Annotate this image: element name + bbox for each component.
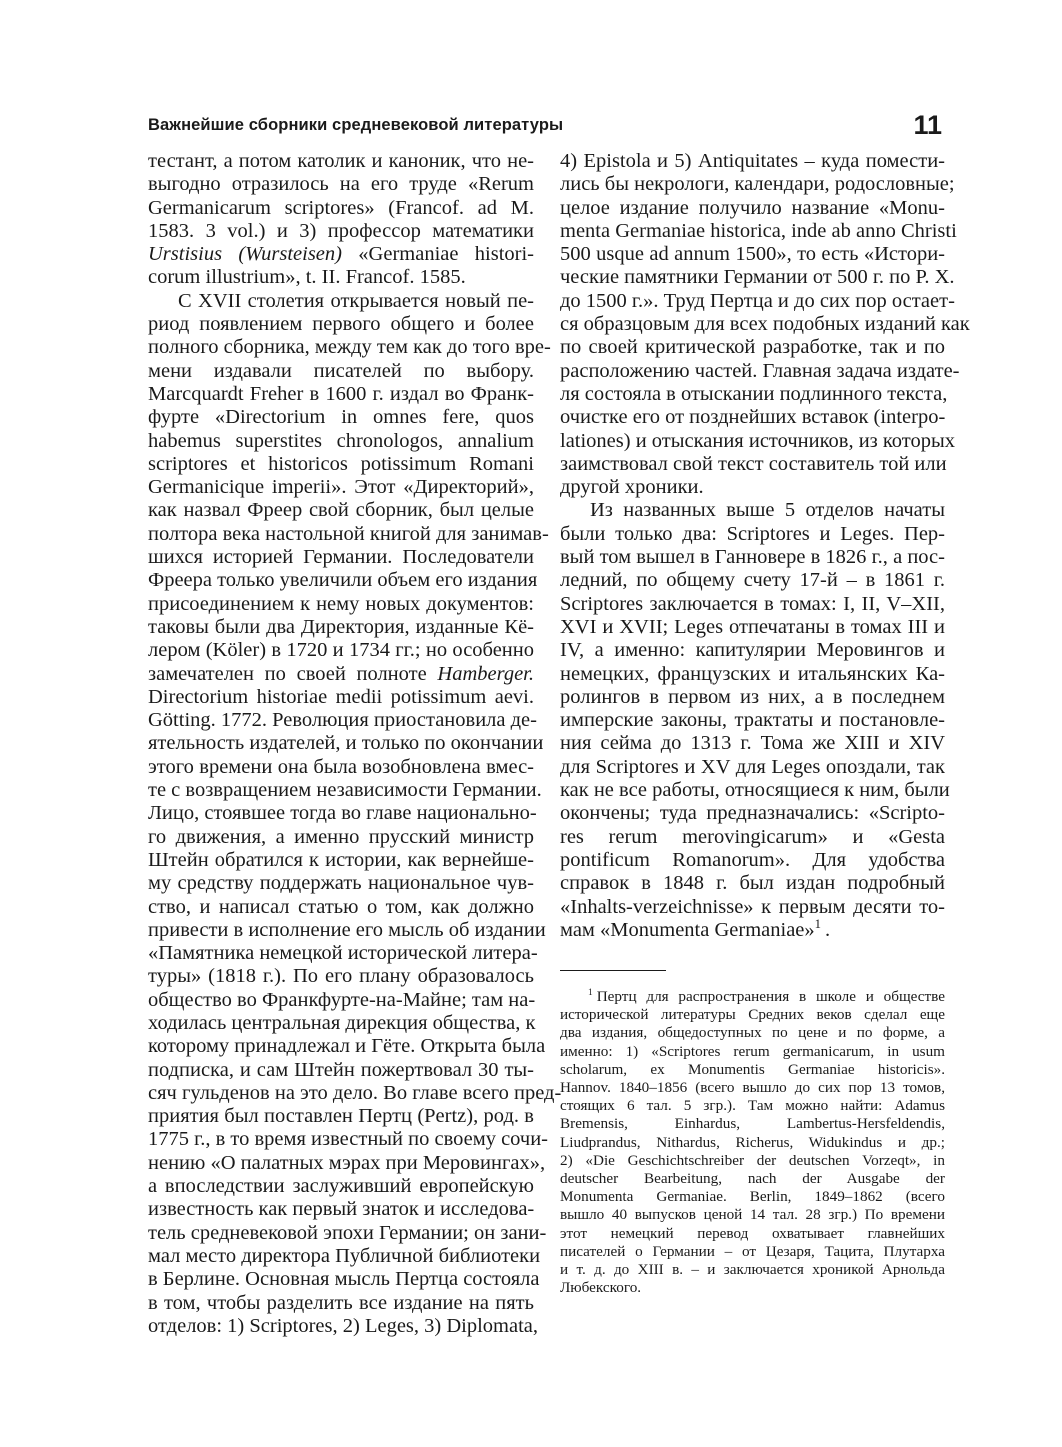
page-number: 11 [913,110,942,140]
text-line: шихся историей Германии. Последователи [148,546,534,569]
text-line: лером (Köler) в 1720 и 1734 гг.; но особенно [148,639,534,662]
footnote-line: и т. д. до XIII в. – и заключается хроникой Арнольда [560,1261,945,1279]
text-line: pontificum Romanorum». Для удобства [560,848,945,871]
footnote-reference[interactable]: 1 [814,917,821,932]
text-line: другой хроники. [560,476,704,499]
footnote-line: 2) «Die Geschichtschreiber der deutschen Vorzeqt», in [560,1151,945,1169]
text-line: туры» (1818 г.). По его плану образовалось [148,965,534,988]
text-line: Из названных выше 5 отделов начаты [590,499,945,522]
text-line: 1775 г., в то время известный по своему сочи- [148,1128,549,1151]
footnote-line: scholarum, ex Monumentis Germaniae historicis». [560,1060,945,1078]
text-line: замечателен по своей полноте Hamberger. [148,662,534,685]
text-line: немецких, французских и итальянских Ка- [560,662,945,685]
text-line: в том, чтобы разделить все издание на пять [148,1291,534,1314]
text-line: были только два: Scriptores и Leges. Пер- [560,522,945,545]
footnote-line: этот немецкий перевод охватывает главнейших [560,1224,945,1242]
text-line: окончены; туда предназначались: «Scripto- [560,802,945,825]
text-line: выгодно отразилось на его труде «Rerum [148,173,534,196]
text-line: habemus superstites chronologos, annalium [148,429,534,452]
text-line: сяч гульденов на это дело. Во главе всего пред- [148,1081,562,1104]
footnote-line: именно: 1) «Scriptores rerum germanicarum, in usum [560,1042,945,1060]
text-line: приятия был поставлен Пертц (Pertz), род. в [148,1105,534,1128]
text-line: очистке его от позднейших вставок (interpo- [560,406,946,429]
text-line: привести в исполнение его мысль об издании [148,918,546,941]
footnote-line: вышло 40 выпусков ценой 14 тал. 28 згр.) По времени [560,1206,945,1224]
text-line: Scriptores заключается в томах: I, II, V–XII, [560,592,945,615]
line-text: мам «Monumenta Germaniae» [560,918,815,941]
footnote-line: исторической литературы Средних веков сделал еще [560,1006,945,1024]
text-line: Germanicarum scriptores» (Francof. ad M. [148,196,534,219]
text-line: риод появлением первого общего и более [148,313,534,336]
text-line: му средству поддержать национальное чув- [148,872,534,895]
text-line: Фреера только увеличили объем его издания [148,569,538,592]
text-line: а впоследствии заслуживший европейскую [148,1175,534,1198]
text-line: corum illustrium», t. II. Francof. 1585. [148,266,466,289]
text-line: для Scriptores и XV для Leges опоздали, так [560,755,945,778]
text-line: до 1500 г.». Труд Пертца и до сих пор остает- [560,289,955,312]
text-line: ся образцовым для всех подобных изданий как [560,313,970,336]
text-line: «Памятника немецкой исторической литера- [148,942,538,965]
text-line: Götting. 1772. Революция приостановила де- [148,709,537,732]
text-line: этого времени она была возобновлена вмес- [148,755,534,778]
text-line: Urstisius (Wursteisen) «Germaniae histori- [148,243,534,266]
text-line: res rerum merovingicarum» и «Gesta [560,825,945,848]
text-line: 500 usque ad annum 1500», то есть «Истори- [560,243,945,266]
footnote-line: deutscher Bearbeitung, nach der Ausgabe der [560,1170,945,1188]
text-line: таковы были два Директория, изданные Кё- [148,615,534,638]
text-line: Directorium historiae medii potissimum aevi. [148,685,534,708]
text-line: ятельность издателей, и только по окончании [148,732,544,755]
text-line: как не все работы, относящиеся к ним, были [560,779,950,802]
text-line: тель средневековой эпохи Германии; он зани- [148,1221,547,1244]
text-line: ходилась центральная дирекция общества, к [148,1011,536,1034]
italic-fragment: Urstisius (Wursteisen) [148,243,342,266]
text-line: XVI и XVII; Leges отпечатаны в томах III и [560,615,945,638]
header-title: Важнейшие сборники средневековой литературы [148,116,564,134]
text-line: фурте «Directorium in omnes fere, quos [148,406,534,429]
text-line: вый том вышел в Ганновере в 1826 г., а пос- [560,546,945,569]
footnote-line: Hannov. 1840–1856 (всего вышло до сих пор 13 томов, [560,1079,945,1097]
footnote-line: писателей о Германии – от Цезаря, Тацита, Плутарха [560,1242,945,1260]
text-line: мени издавали писателей по выбору. [148,359,534,382]
text-line: го движения, а именно прусский министр [148,825,534,848]
text-line: ролингов в первом из них, а в последнем [560,685,945,708]
text-line: 4) Epistola и 5) Antiquitates – куда помести- [560,150,945,172]
text-line: тестант, а потом католик и каноник, что не- [148,150,534,172]
text-line: заимствовал свой текст составитель той или [560,452,947,475]
text-line: имперские законы, трактаты и постановле- [560,709,945,732]
text-line: ледний, по общему счету 17-й – в 1861 г. [560,569,945,592]
text-line: 1583. 3 vol.) и 3) профессор математики [148,219,534,242]
text-line: по своей критической разработке, так и по [560,336,945,359]
text-line [560,919,945,942]
right-text-column [560,150,970,942]
text-line: те с возвращением независимости Германии. [148,779,542,802]
text-line: которому принадлежал и Гёте. Открыта была [148,1035,546,1058]
text-line: мал место директора Публичной библиотеки [148,1244,541,1267]
footnote-line: Bremensis, Einhardus, Lambertus-Hersfeldendis, [560,1115,945,1133]
text-line: «Inhalts-verzeichnisse» к первым десяти то- [560,895,945,918]
line-text: Пертц для распространения в школе и обществе [596,988,945,1005]
text-line: ство, и написал статью о том, как должно [148,895,534,918]
text-line: нению «О палатных мэрах при Меровингах», [148,1151,546,1174]
text-line: С XVII столетия открывается новый пе- [178,289,534,312]
text-line: полтора века настольной книгой для занимав- [148,522,549,545]
text-line: ческие памятники Германии от 500 г. по Р. Х. [560,266,955,289]
footnote-line: стоящих 6 тал. 5 згр.). Там можно найти: Adamus [560,1097,945,1115]
text-line: отделов: 1) Scriptores, 2) Leges, 3) Diplomata, [148,1314,539,1337]
footnote-line: два издания, общедоступных по цене и по форме, а [560,1024,945,1042]
text-line: подписка, и сам Штейн пожертвовал 30 ты- [148,1058,534,1081]
footnote-separator [560,970,666,971]
footnote-line: Любекского. [560,1279,642,1297]
footnote-line [560,988,945,1006]
text-line: ния сейма до 1313 г. Тома же XIII и XIV [560,732,945,755]
text-line: в Берлине. Основная мысль Пертца состояла [148,1268,540,1291]
text-line: Лицо, стоявшее тогда во главе национально- [148,802,537,825]
left-text-column [148,150,562,1338]
footnote-line: Liudprandus, Nithardus, Richerus, Widukindus и др.; [560,1133,945,1151]
text-line: присоединением к нему новых документов: [148,592,534,615]
text-line: общество во Франкфурте-на-Майне; там на- [148,988,536,1011]
italic-fragment: Hamberger. [437,662,534,685]
text-line: Germanicique imperii». Этот «Директорий», [148,476,534,499]
text-line: целое издание получило название «Monu- [560,196,945,219]
text-line: справок в 1848 г. был издан подробный [560,872,945,895]
text-line: полного сборника, между тем как до того вре- [148,336,551,359]
footnote-marker: 1 [588,988,593,999]
text-line: расположению частей. Главная задача издате- [560,359,960,382]
footnote-block [560,988,945,1297]
text-line: IV, а именно: капитулярии Меровингов и [560,639,945,662]
footnote-line: Monumenta Germaniae. Berlin, 1849–1862 (всего [560,1188,945,1206]
text-line: Штейн обратился к истории, как вернейше- [148,848,534,871]
text-line: известность как первый знаток и исследова- [148,1198,535,1221]
text-line: лись бы некрологи, календари, родословные; [560,173,955,196]
text-line: scriptores et historicos potissimum Romani [148,452,534,475]
text-line: Marcquardt Freher в 1600 г. издал во Франк- [148,382,534,405]
line-tail: . [825,918,831,941]
text-line: menta Germaniae historica, inde ab anno Christi [560,219,957,242]
text-line: как назвал Фреер свой сборник, был целые [148,499,534,522]
text-line: lationes) и отыскания источников, из которых [560,429,955,452]
text-line: ля состояла в отыскании подлинного текста, [560,382,948,405]
